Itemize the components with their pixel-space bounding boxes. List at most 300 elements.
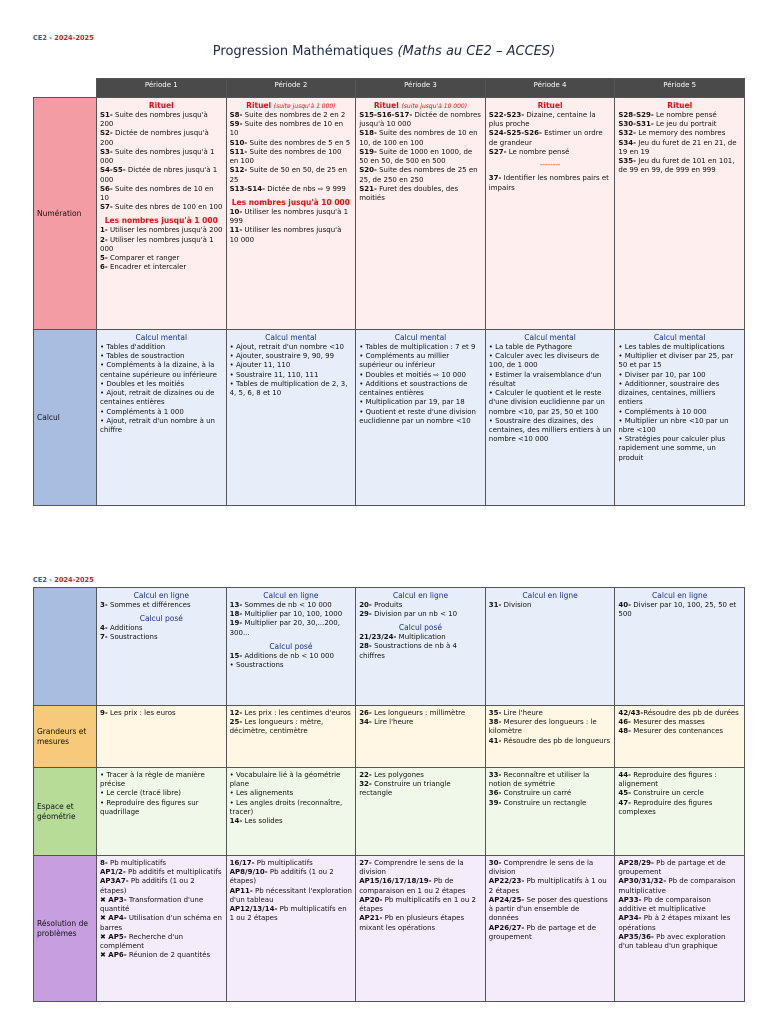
item-text: Suite des nombres jusqu'à 200	[100, 110, 208, 129]
list-item	[230, 859, 353, 868]
list-item	[100, 859, 223, 868]
list-item	[100, 601, 223, 610]
item-text: • Les alignements	[229, 789, 294, 798]
item-code: 47-	[618, 798, 632, 807]
list-item	[359, 859, 482, 877]
item-code: S35-	[618, 157, 637, 166]
item-code: 44-	[618, 771, 632, 779]
list-item	[100, 877, 223, 895]
list-item: • Diviser par 10, par 100	[618, 371, 741, 380]
list-item	[230, 226, 353, 244]
cell-espace-p5	[615, 768, 745, 856]
list-item: • La table de Pythagore	[489, 343, 612, 352]
list-item: • Ajouter, soustraire 9, 90, 99	[230, 352, 353, 361]
list-item	[100, 868, 223, 877]
item-text: Soustractions de nb à 4 chiffres	[359, 642, 457, 660]
item-text: Suite des nombres de 10 en 10	[229, 120, 344, 138]
cell-calcul2-p5	[615, 588, 745, 706]
item-text: Le jeu du portrait	[653, 120, 717, 129]
row-numeration	[34, 98, 745, 330]
item-code: AP28/29-	[618, 859, 654, 867]
section-heading	[100, 101, 223, 111]
list-item	[618, 709, 741, 718]
item-text: Pb nécessitant l'exploration d'un tableau	[229, 886, 352, 904]
item-code: S6-	[100, 184, 113, 193]
cell-espace-p3	[356, 768, 486, 856]
list-item	[618, 718, 741, 727]
page-title: Progression Mathématiques (Maths au CE2 – ACCES)	[212, 44, 556, 59]
item-code: AP21-	[359, 914, 383, 923]
list-item: • Ajout, retrait d'un nombre <10	[230, 343, 353, 352]
list-item	[100, 148, 223, 166]
item-text: Pb de partage et de groupement	[618, 859, 726, 877]
list-item	[230, 887, 353, 905]
item-code: 1-	[100, 226, 108, 235]
item-code: AP20-	[359, 895, 383, 904]
item-code: 10-	[229, 207, 243, 216]
item-text: Les solides	[242, 817, 283, 826]
list-item	[100, 709, 223, 718]
list-item	[100, 263, 223, 272]
item-code: 7-	[100, 633, 108, 642]
item-text: Les prix : les centimes d'euros	[242, 709, 351, 717]
list-item	[230, 799, 353, 817]
heading-text: Calcul mental	[653, 333, 706, 342]
row-resolution	[34, 856, 745, 1002]
item-text: Multiplier par 10, 100, 1000	[242, 610, 343, 619]
cell-espace-p1	[97, 768, 227, 856]
list-item	[230, 139, 353, 148]
list-item	[489, 737, 612, 746]
cell-grandeurs-p2	[226, 706, 356, 768]
item-code: 21/23/24-	[359, 633, 397, 642]
item-code: S21-	[359, 184, 377, 193]
corner-blank	[34, 79, 97, 98]
item-text: Construire un triangle rectangle	[359, 780, 451, 798]
item-code: AP30/31/32-	[618, 877, 667, 886]
cell-resolution-p5	[615, 856, 745, 1002]
item-code: AP11-	[229, 886, 253, 895]
heading-text: Calcul en ligne	[522, 591, 578, 600]
progression-table-bottom	[33, 587, 745, 1002]
heading-note: (suite jusqu'à 10 000)	[401, 103, 468, 110]
item-text: Estimer un ordre de grandeur	[488, 129, 603, 147]
list-item	[230, 709, 353, 718]
item-text: Division	[501, 600, 532, 609]
list-item: • Compléments à la dizaine, à la centaine supérieure ou inférieure	[100, 361, 223, 379]
item-code: ✖ AP6-	[100, 951, 127, 960]
item-text: Résoudre des pb de longueurs	[501, 736, 611, 745]
section-heading	[618, 333, 741, 343]
item-text: Pb de comparaison multiplicative	[618, 877, 736, 895]
item-text: Pb de partage et de groupement	[488, 923, 597, 941]
list-item	[230, 868, 353, 886]
section-heading	[618, 591, 741, 601]
item-code: AP34-	[618, 914, 642, 923]
separator-dashes: --------	[539, 161, 561, 170]
list-item	[489, 718, 612, 736]
heading-text: Calcul en ligne	[652, 591, 708, 600]
item-text: Reproduire des figures : alignement	[618, 771, 717, 789]
item-text: Mesurer des masses	[631, 718, 705, 727]
list-item	[100, 633, 223, 642]
item-text: Jeu du furet de 101 en 101, de 99 en 99, de 999 en 999	[618, 157, 735, 175]
section-heading	[100, 216, 223, 226]
item-text: Dictée de nbs ⇨ 9 999	[264, 184, 346, 193]
item-code: 38-	[488, 718, 502, 727]
row-calcul	[34, 330, 745, 506]
list-item: • Quotient et reste d'une division euclidienne par un nombre <10	[359, 408, 482, 426]
item-code: 40-	[618, 600, 632, 609]
list-item: • Compléments à 1 000	[100, 408, 223, 417]
list-item	[230, 601, 353, 610]
list-item	[618, 727, 741, 736]
list-item	[359, 718, 482, 727]
period-header: Période 5	[615, 79, 745, 98]
list-item: • Stratégies pour calculer plus rapidement une somme, un produit	[618, 435, 741, 463]
list-item: • Ajout, retrait de dizaines ou de centaines entières	[100, 389, 223, 407]
item-code: 20-	[359, 600, 372, 609]
item-text: Additions de nb < 10 000	[242, 651, 334, 660]
row-espace	[34, 768, 745, 856]
item-text: Dictée de nombres jusqu'à 200	[100, 129, 209, 147]
list-item	[359, 709, 482, 718]
item-code: S22-S23-	[488, 110, 525, 119]
cell-numeration-p2	[226, 98, 356, 330]
list-item	[100, 226, 223, 235]
item-code: S12-	[229, 166, 248, 175]
item-code: 32-	[359, 780, 372, 789]
list-item	[100, 254, 223, 263]
item-code: 16/17-	[229, 859, 255, 867]
list-item: • Tables de multiplication : 7 et 9	[359, 343, 482, 352]
item-code: 18-	[229, 610, 243, 619]
progression-table-top	[33, 78, 745, 506]
cell-grandeurs-p1	[97, 706, 227, 768]
list-item	[359, 610, 482, 619]
section-heading	[489, 591, 612, 601]
item-text: Les polygones	[371, 771, 424, 779]
item-code: 15-	[229, 651, 243, 660]
item-text: Suite des nombres de 10 en 10	[100, 184, 214, 202]
item-text: Suite des nbres de 100 en 100	[112, 203, 223, 212]
heading-text: Les nombres jusqu'à 1 000	[104, 216, 218, 226]
item-code: 19-	[229, 619, 243, 628]
item-text: Construire un rectangle	[501, 798, 587, 807]
heading-text: Rituel	[246, 101, 272, 110]
item-text: Pb multiplicatifs en 1 ou 2 étapes	[359, 895, 476, 914]
item-code: 48-	[618, 727, 632, 736]
list-item	[489, 789, 612, 798]
item-code: 37-	[488, 174, 502, 183]
heading-text: Calcul posé	[269, 641, 313, 651]
item-code: S4-S5-	[100, 166, 126, 175]
item-text: Se poser des questions à partir d'un ensemble de données	[488, 895, 608, 923]
list-item	[489, 129, 612, 147]
item-code: 45-	[618, 789, 632, 798]
list-item: • Tables de soustraction	[100, 352, 223, 361]
item-code: S9-	[229, 120, 243, 129]
item-code: AP24/25-	[488, 895, 525, 904]
section-heading	[100, 333, 223, 343]
list-item	[489, 877, 612, 895]
item-code: 9-	[100, 709, 108, 717]
list-item: • Soustraire 11, 110, 111	[230, 371, 353, 380]
heading-text: Calcul en ligne	[263, 591, 319, 600]
list-item	[359, 780, 482, 798]
item-text: Lire l'heure	[371, 718, 414, 727]
list-item	[359, 642, 482, 660]
list-item: • Calculer avec les diviseurs de 100, de 1 000	[489, 352, 612, 370]
item-code: S1-	[100, 110, 113, 119]
item-code: 4-	[100, 624, 108, 633]
heading-text: Calcul mental	[265, 333, 317, 342]
item-text: Comprendre le sens de la division	[488, 859, 594, 877]
item-text: Utiliser les nombres jusqu'à 10 000	[229, 226, 342, 244]
heading-text: Rituel	[373, 101, 399, 110]
item-code: S8-	[229, 110, 243, 119]
item-text: • Tracer à la règle de manière précise	[100, 771, 205, 789]
heading-text: Calcul en ligne	[392, 591, 449, 600]
item-code: 11-	[229, 226, 243, 235]
item-text: Résoudre des pb de durées	[643, 709, 739, 717]
item-code: S2-	[100, 129, 113, 138]
cell-calcul2-p1	[97, 588, 227, 706]
list-item: • Multiplication par 19, par 18	[359, 398, 482, 407]
item-text: Multiplier par 20, 30,...200, 300...	[229, 619, 340, 637]
list-item	[100, 789, 223, 798]
section-heading	[489, 101, 612, 111]
list-item	[230, 661, 353, 670]
item-code: S18-	[359, 129, 377, 138]
list-item	[618, 601, 741, 619]
list-item	[359, 129, 482, 147]
item-text: Pb avec exploration d'un tableau d'un graphique	[618, 932, 726, 951]
list-item	[489, 771, 612, 789]
list-item	[618, 111, 741, 120]
period-header: Période 2	[226, 79, 356, 98]
section-heading	[359, 333, 482, 343]
cell-numeration-p1	[97, 98, 227, 330]
cell-resolution-p3	[356, 856, 486, 1002]
item-code: 29-	[359, 610, 372, 619]
item-text: Suite de 1000 en 1000, de 50 en 50, de 500 en 500	[359, 147, 473, 166]
list-item	[230, 905, 353, 923]
item-code: 2-	[100, 235, 108, 244]
list-item: • Tables d'addition	[100, 343, 223, 352]
item-code: 27-	[359, 859, 372, 867]
item-text: Reconnaître et utiliser la notion de symétrie	[488, 771, 590, 789]
heading-text: Calcul posé	[139, 614, 183, 624]
list-item	[100, 896, 223, 914]
section-heading	[100, 614, 223, 624]
cell-resolution-p4	[485, 856, 615, 1002]
cell-resolution-p1	[97, 856, 227, 1002]
list-item: • Estimer la vraisemblance d'un résultat	[489, 371, 612, 389]
item-text: Construire un carré	[501, 789, 572, 798]
cell-calcul-p5	[615, 330, 745, 506]
cell-calcul-p2	[226, 330, 356, 506]
item-code: AP3A7-	[100, 877, 129, 886]
list-item	[230, 771, 353, 789]
item-code: 36-	[488, 789, 502, 798]
item-code: S10-	[229, 138, 248, 147]
item-code: S28-S29-	[618, 110, 654, 119]
heading-text: Calcul mental	[394, 333, 447, 342]
row-label: Numération	[34, 98, 97, 330]
heading-text: Les nombres jusqu'à 10 000	[231, 198, 350, 208]
item-text: • Soustractions	[229, 660, 284, 669]
list-item	[230, 610, 353, 619]
list-item	[359, 166, 482, 184]
list-item	[230, 120, 353, 138]
list-item	[618, 799, 741, 817]
item-code: AP33-	[618, 895, 642, 904]
heading-text: Rituel	[667, 101, 693, 110]
section-heading	[359, 623, 482, 633]
heading-text: Rituel	[148, 101, 174, 110]
row-label: Résolution de problèmes	[34, 856, 97, 1002]
item-text: Soustractions	[107, 633, 158, 642]
item-text: Pb multiplicatifs	[254, 859, 313, 867]
cell-calcul2-p3	[356, 588, 486, 706]
list-item: • Soustraire des dizaines, des centaines, des milliers entiers à un nombre <10 000	[489, 417, 612, 445]
list-item	[230, 652, 353, 661]
item-code: S11-	[229, 147, 248, 156]
period-header: Période 3	[356, 79, 486, 98]
list-item	[489, 601, 612, 610]
item-code: S15-S16-S17-	[359, 110, 413, 119]
cell-calcul-p4	[485, 330, 615, 506]
item-code: S32-	[618, 129, 637, 138]
item-code: 8-	[100, 859, 108, 867]
item-code: S24-S25-S26-	[488, 129, 542, 138]
item-text: • Vocabulaire lié à la géométrie plane	[229, 771, 341, 789]
cell-numeration-p4	[485, 98, 615, 330]
list-item	[230, 619, 353, 637]
list-item	[230, 208, 353, 226]
item-code: 12-	[229, 709, 243, 717]
item-text: Transformation d'une quantité	[100, 895, 204, 914]
item-code: 31-	[488, 600, 502, 609]
item-text: Furet des doubles, des moitiés	[359, 184, 459, 203]
item-code: 41-	[488, 736, 502, 745]
item-text: Dictée de nombres jusqu'à 10 000	[359, 110, 481, 129]
list-item: • Doubles et moitiés ⇨ 10 000	[359, 371, 482, 380]
item-text: Sommes et différences	[107, 600, 191, 609]
section-heading	[618, 101, 741, 111]
list-item	[489, 924, 612, 942]
year-label: CE2 - 2024-2025	[33, 34, 94, 42]
section-heading	[489, 333, 612, 343]
item-code: S3-	[100, 147, 113, 156]
item-text: Jeu du furet de 21 en 21, de 19 en 19	[618, 138, 737, 156]
heading-text: Rituel	[537, 101, 563, 110]
cell-espace-p2	[226, 768, 356, 856]
item-text: Les prix : les euros	[107, 709, 176, 717]
item-text: • Les angles droits (reconnaître, tracer)	[229, 798, 343, 816]
item-text: Suite de 50 en 50, de 25 en 25	[229, 166, 347, 184]
list-item	[359, 148, 482, 166]
list-item	[100, 624, 223, 633]
item-code: 42/43-	[618, 709, 644, 717]
item-text: Multiplication	[396, 633, 446, 642]
item-code: ✖ AP5-	[100, 932, 127, 941]
list-item	[618, 859, 741, 877]
item-code: 39-	[488, 798, 502, 807]
heading-text: Calcul mental	[135, 333, 188, 342]
item-text: Pb additifs et multiplicatifs	[125, 868, 222, 877]
item-text: Suite des nombres jusqu'à 1 000	[100, 147, 215, 166]
item-code: 6-	[100, 263, 108, 272]
cell-grandeurs-p4	[485, 706, 615, 768]
list-item	[100, 236, 223, 254]
cell-grandeurs-p3	[356, 706, 486, 768]
list-item	[489, 859, 612, 877]
list-item: • Additions et soustractions de centaines entières	[359, 380, 482, 398]
year-label: CE2 - 2024-2025	[33, 576, 94, 584]
item-text: Pb multiplicatifs en 1 ou 2 étapes	[229, 905, 347, 923]
item-code: S34-	[618, 138, 637, 147]
item-code: 22-	[359, 771, 372, 779]
section-heading	[359, 591, 482, 601]
item-text: Construire un cercle	[631, 789, 704, 798]
section-heading	[230, 333, 353, 343]
item-text: Le nombre pensé	[506, 147, 570, 156]
item-code: 46-	[618, 718, 632, 727]
list-item	[618, 129, 741, 138]
item-code: AP15/16/17/18/19-	[359, 877, 432, 886]
list-item	[359, 601, 482, 610]
item-code: S20-	[359, 166, 377, 175]
item-text: Pb de comparaison en 1 ou 2 étapes	[359, 877, 466, 895]
item-text: Utilisation d'un schéma en barres	[100, 914, 222, 932]
item-code: 3-	[100, 600, 108, 609]
item-text: Lire l'heure	[501, 709, 543, 717]
item-text: • Le cercle (tracé libre)	[100, 789, 181, 798]
item-code: S30-S31-	[618, 120, 654, 129]
list-item	[100, 933, 223, 951]
item-text: Encadrer et intercaler	[107, 263, 187, 272]
item-text: Suite des nombres de 100 en 100	[229, 147, 342, 166]
heading-text: Calcul en ligne	[133, 591, 189, 600]
list-item	[230, 718, 353, 736]
item-code: 14-	[229, 817, 243, 826]
item-text: Pb additifs (1 ou 2 étapes)	[229, 868, 334, 886]
item-text: Les longueurs : millimètre	[371, 709, 466, 717]
item-code: AP1/2-	[100, 868, 126, 877]
item-text: Identifier les nombres pairs et impairs	[488, 174, 609, 192]
item-text: Suite des nombres de 5 en 5	[247, 138, 351, 147]
list-item	[489, 799, 612, 808]
item-code: AP12/13/14-	[229, 905, 278, 914]
row-calcul-suite	[34, 588, 745, 706]
item-text: Pb à 2 étapes mixant les opérations	[618, 914, 731, 932]
list-item	[618, 771, 741, 789]
item-code: S19-	[359, 147, 377, 156]
item-text: Comparer et ranger	[107, 254, 180, 263]
item-text: Utiliser les nombres jusqu'à 200	[107, 226, 223, 235]
period-header: Période 1	[97, 79, 227, 98]
cell-calcul-p1	[97, 330, 227, 506]
item-code: ✖ AP4-	[100, 914, 127, 923]
list-item	[100, 914, 223, 932]
row-grandeurs	[34, 706, 745, 768]
list-item: • Doubles et les moitiés	[100, 380, 223, 389]
cell-numeration-p3	[356, 98, 486, 330]
cell-calcul2-p2	[226, 588, 356, 706]
list-item	[100, 951, 223, 960]
